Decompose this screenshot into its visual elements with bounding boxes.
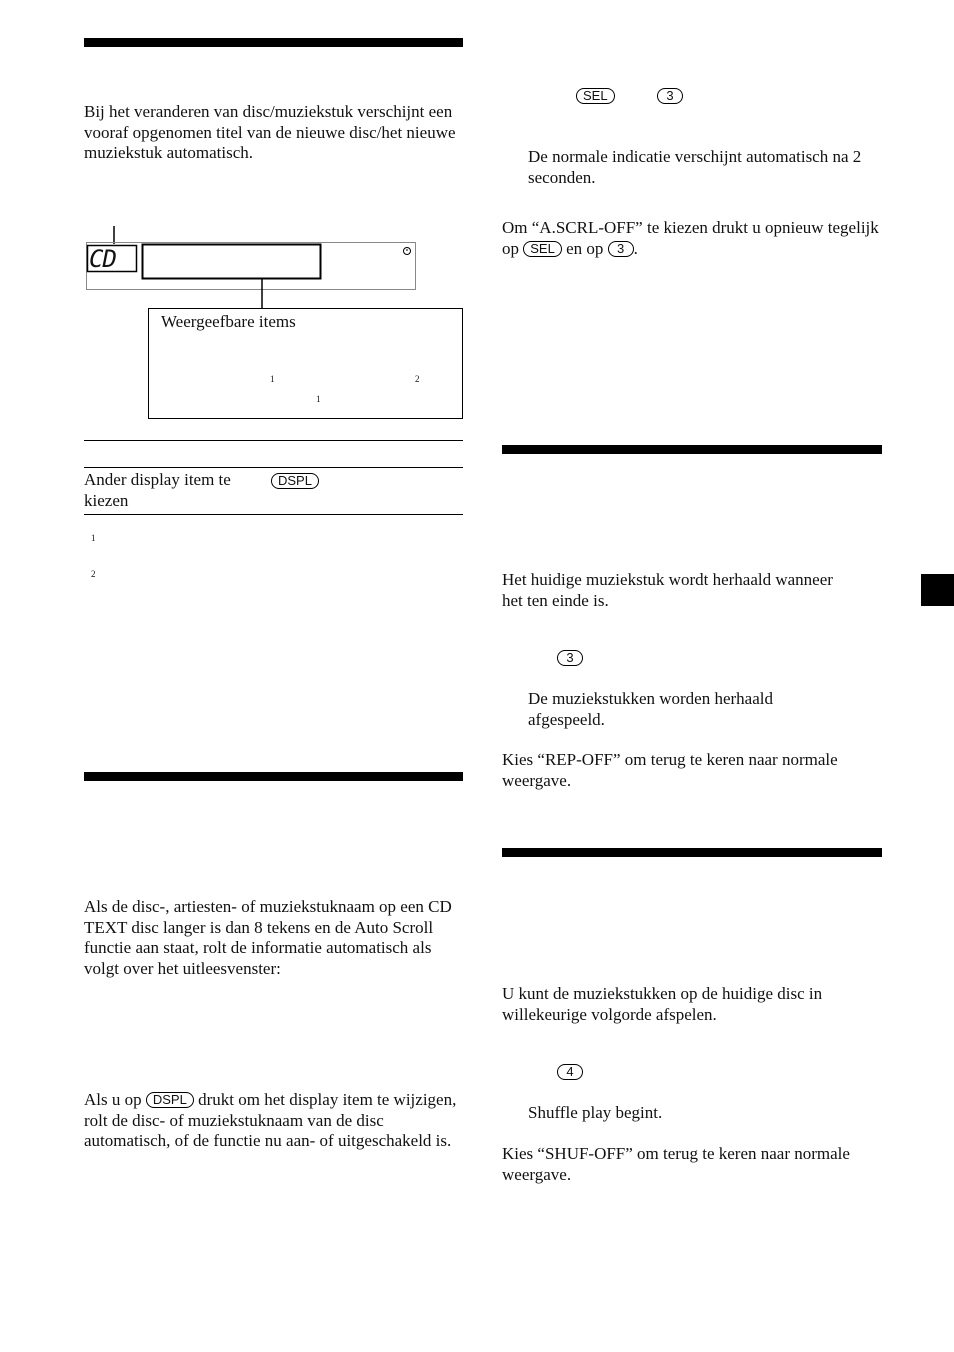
number-3-key: 3	[608, 241, 634, 257]
section-rule-repeat	[502, 445, 882, 454]
dspl-key: DSPL	[271, 473, 319, 489]
section-rule-auto-scroll	[84, 772, 463, 781]
dspl-key: DSPL	[146, 1092, 194, 1108]
shuffle-note: Shuffle play begint.	[528, 1103, 663, 1122]
segment-readout: CD	[89, 245, 116, 273]
section-rule-shuffle	[502, 848, 882, 857]
ascrl-text: .	[633, 238, 638, 258]
footnote-mark: 1	[270, 374, 275, 384]
table-rule	[84, 467, 463, 468]
ascrl-text: en op	[566, 238, 604, 258]
ascrl-text: Om “A.SCRL-OFF” te kiezen drukt u opnieuw tegelijk op	[502, 218, 879, 258]
repeat-intro: Het huidige muziekstuk wordt herhaald wanneer het ten einde is.	[502, 570, 833, 610]
table-row-label: Ander display item te kiezen	[84, 470, 231, 510]
dspl-scroll-note	[84, 1090, 464, 1152]
footnote-mark: 1	[316, 394, 321, 404]
table-rule	[84, 514, 463, 515]
footnote-mark: 2	[415, 374, 420, 384]
shuffle-intro: U kunt de muziekstukken op de huidige disc in willekeurige volgorde afspelen.	[502, 984, 823, 1024]
ascrl-off-text	[502, 218, 892, 259]
number-3-key: 3	[557, 650, 583, 666]
sel-key: SEL	[523, 241, 562, 257]
footnote-2: 2	[91, 569, 96, 579]
items-box-title: Weergeefbare items	[161, 312, 296, 331]
dspl-note-text: Als u op	[84, 1090, 142, 1109]
repeat-note: De muziekstukken worden herhaald afgespeeld.	[528, 689, 773, 729]
title-display-intro: Bij het veranderen van disc/muziekstuk verschijnt een vooraf opgenomen titel van de nieuwe disc/het nieuwe muziekstuk automatisch.	[84, 102, 456, 162]
dspl-note-text: drukt om het display item te wijzigen, rolt de disc- of muziekstuknaam van de disc automatisch, of de functie nu aan- of uitgeschakeld is.	[84, 1090, 457, 1150]
section-rule-title-display	[84, 38, 463, 47]
table-rule	[84, 440, 463, 441]
auto-scroll-step-note: De normale indicatie verschijnt automatisch na 2 seconden.	[528, 147, 862, 187]
number-3-key: 3	[657, 88, 683, 104]
chapter-tab-marker	[921, 574, 954, 606]
auto-scroll-intro: Als de disc-, artiesten- of muziekstuknaam op een CD TEXT disc langer is dan 8 tekens en de Auto Scroll functie aan staat, rolt de informatie automatisch als volgt over het uitleesvenster:	[84, 897, 452, 978]
footnote-1: 1	[91, 533, 96, 543]
number-4-key: 4	[557, 1064, 583, 1080]
sel-key: SEL	[576, 88, 615, 104]
repeat-off-text: Kies “REP-OFF” om terug te keren naar normale weergave.	[502, 750, 838, 790]
shuffle-off-text: Kies “SHUF-OFF” om terug te keren naar normale weergave.	[502, 1144, 850, 1184]
